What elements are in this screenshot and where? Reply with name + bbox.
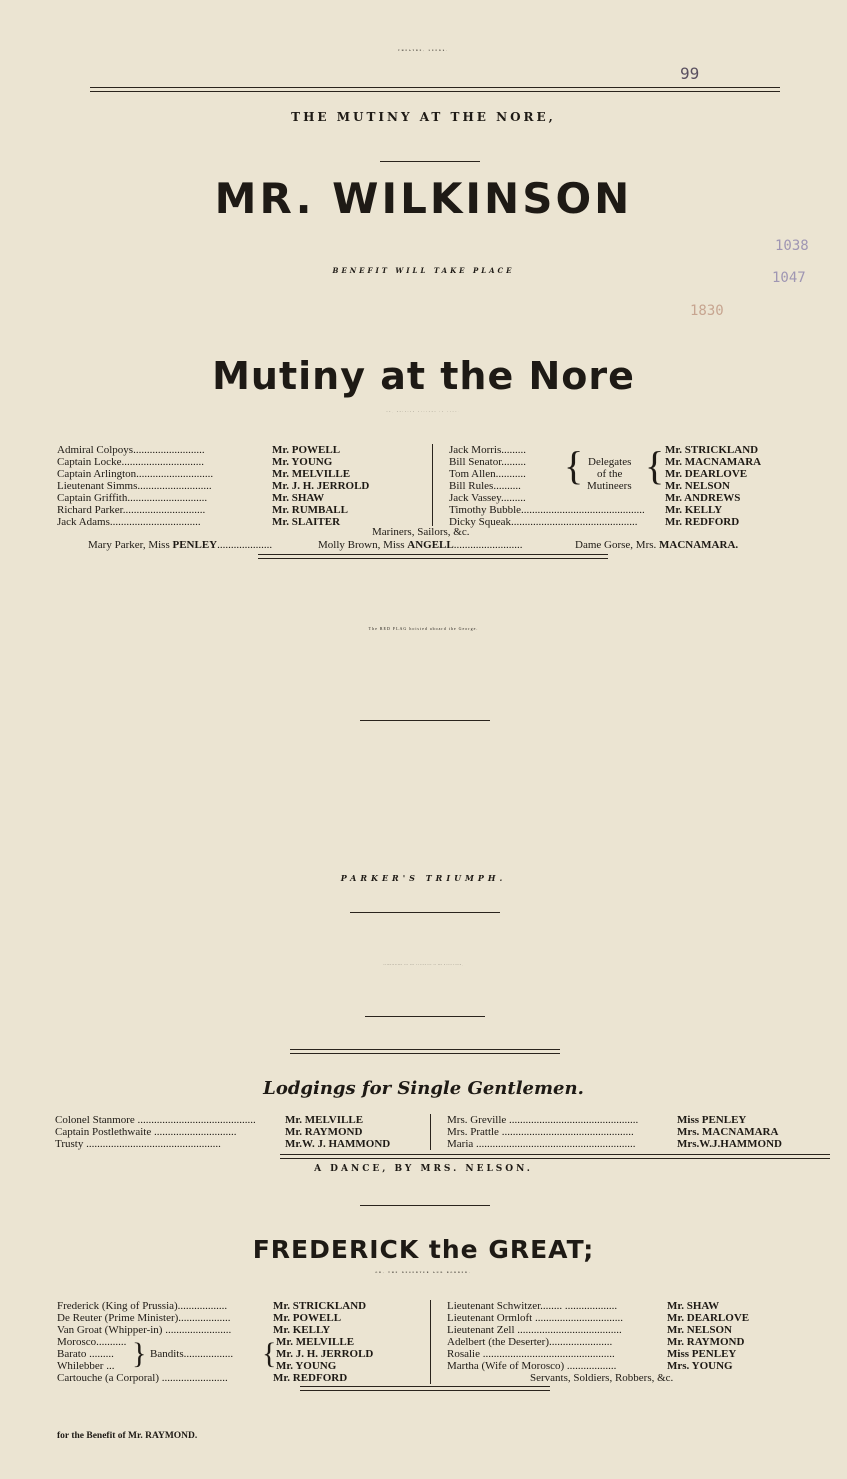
actor: Mr. SHAW [667, 1300, 720, 1312]
divider [300, 1386, 550, 1391]
actor: PENLEY [172, 539, 218, 551]
actor: ANGELL [407, 539, 454, 551]
role: Richard Parker [57, 504, 123, 516]
column-divider [432, 444, 433, 526]
role: Admiral Colpoys [57, 444, 134, 456]
actor: Mrs.W.J.HAMMOND [677, 1138, 782, 1150]
role: Jack Adams [57, 516, 110, 528]
divider [290, 1049, 560, 1054]
divider [360, 1205, 490, 1206]
handwritten-year: 1830 [690, 303, 724, 319]
role: Frederick (King of Prussia) [57, 1300, 178, 1312]
beneficiary-name: MR. WILKINSON [214, 174, 633, 223]
role: Captain Griffith [57, 492, 128, 504]
bandits-label: Bandits [150, 1348, 184, 1360]
monday-line-4: for the Benefit of Mr. RAYMOND. [57, 1431, 198, 1441]
actor: MACNAMARA. [659, 539, 739, 551]
role: Morosco [57, 1336, 97, 1348]
role: Mrs. Prattle [447, 1126, 499, 1138]
divider [280, 1154, 830, 1159]
brace-icon: } [132, 1337, 147, 1370]
divider [380, 161, 480, 162]
role: Timothy Bubble [449, 504, 522, 516]
actor: Miss PENLEY [667, 1348, 737, 1360]
role: Mrs. Greville [447, 1114, 507, 1126]
actor: Mr. NELSON [665, 480, 730, 492]
role: Molly Brown, Miss [318, 539, 405, 551]
actor: Mrs. MACNAMARA [677, 1126, 779, 1138]
role: Bill Senator [449, 456, 502, 468]
actor: Mr. SHAW [272, 492, 325, 504]
column-divider [430, 1114, 431, 1150]
actor: Mr. J. H. JERROLD [276, 1348, 374, 1360]
role: Captain Locke [57, 456, 122, 468]
lodgings-title: Lodgings for Single Gentlemen. [263, 1078, 584, 1099]
role: Lieutenant Schwitzer [447, 1300, 541, 1312]
header-rule [90, 87, 780, 92]
role: Dicky Squeak [449, 516, 512, 528]
role: Cartouche (a Corporal) [57, 1372, 160, 1384]
actor: Mr. POWELL [272, 444, 341, 456]
actor: Mr. REDFORD [273, 1372, 348, 1384]
actor: Mr. MELVILLE [276, 1336, 355, 1348]
actor: Mr. J. H. JERROLD [272, 480, 370, 492]
delegates-label: Mutineers [587, 480, 632, 492]
actor: Mr. DEARLOVE [667, 1312, 750, 1324]
deserter-subtitle: OR, THE DESERTER AND ROBBER. [375, 1272, 472, 1274]
actor: Mr. STRICKLAND [665, 444, 759, 456]
role: Lieutenant Zell [447, 1324, 515, 1336]
role: Captain Arlington [57, 468, 137, 480]
handwritten-annotation-1038: 1038 [775, 238, 809, 254]
role: Bill Rules [449, 480, 494, 492]
actor: Mr. KELLY [665, 504, 723, 516]
playbill: THEATRE, LEEDS. 99 THE MUTINY AT THE NORE, MR. WILKINSON BENEFIT WILL TAKE PLACE 1038 1047 1830 Mutiny at the Nore OR, BRITISH SAILORS IN 1797. Admiral Colpoys.......................... Mr. POWELL Captain Locke.............................. Mr. YOUNG Captain Arlington............................ Mr. MELVILLE Lieutenant Simms........................... Mr. J. H. JERROLD Captain Griffith............................. Mr. SHAW Richard Parker.............................. Mr. RUMBALL Jack Adams................................. Mr. SLAITER Jack Morris......... Bill Senator......... Tom Allen........... Bill Rules.......... Jack Vassey......... { Delegates of the Mutineers { Mr. STRICKLAND Mr. MACNAMARA Mr. DEARLOVE Mr. NELSON Mr. ANDREWS Timothy Bubble............................................. Mr. KELLY Dicky Squeak.............................................. Mr. REDFORD Mariners, Sailors, &c. Mary Parker, Miss PENLEY.................... Molly Brown, Miss ANGELL......................... Dame Gorse, Mrs. MACNAMARA. The RED FLAG hoisted aboard the George. PARKER'S TRIUMPH. Preparations for the EXECUTION of the RINGLEADER, Lodgings for Single Gentlemen. Colonel Stanmore ........................................... Mr. MELVILLE Captain Postlethwaite .............................. Mr. RAYMOND Trusty ................................................. Mr.W. J. HAMMOND Mrs. Greville ............................................... Miss PENLEY Mrs. Prattle ................................................ Mrs. MACNAMARA Maria .......................................................... Mrs.W.J.HAMMOND A DANCE, BY MRS. NELSON. FREDERICK the GREAT; OR, THE DESERTER AND ROBBER. Frederick (King of Prussia).................. Mr. STRICKLAND De Reuter (Prime Minister)................... Mr. POWELL Van Groat (Whipper-in) ........................ Mr. KELLY Morosco........... Barato ......... Whilebber ... } Bandits.................. { Mr. MELVILLE Mr. J. H. JERROLD Mr. YOUNG Cartouche (a Corporal) ........................ Mr. REDFORD Lieutenant Schwitzer........ ................... Mr. SHAW Lieutenant Ormloft ................................ Mr. DEARLOVE Lieutenant Zell ...................................... Mr. NELSON Adelbert (the Deserter)....................... Mr. RAYMOND Rosalie ................................................ Miss PENLEY Martha (Wife of Morosco) .................. Mrs. YOUNG Servants, Soldiers, Robbers, &c. for the Benefit of Mr. RAYMOND. [0, 0, 847, 1479]
delegates-label: of the [597, 468, 623, 480]
actor: Mr. RAYMOND [667, 1336, 745, 1348]
actor: Mr. NELSON [667, 1324, 732, 1336]
divider [258, 554, 608, 559]
actor: Mr. SLAITER [272, 516, 341, 528]
handwritten-annotation-top: 99 [680, 64, 700, 83]
role: Dame Gorse, Mrs. [575, 539, 657, 551]
actor: Mr. MELVILLE [285, 1114, 364, 1126]
servants-line: Servants, Soldiers, Robbers, &c. [530, 1372, 674, 1384]
divider [360, 720, 490, 721]
actor: Mr. YOUNG [272, 456, 333, 468]
execution-line: Preparations for the EXECUTION of the RINGLEADER, [383, 965, 464, 966]
actor: Mr. REDFORD [665, 516, 740, 528]
mariners-line: Mariners, Sailors, &c. [372, 526, 470, 538]
delegates-label: Delegates [588, 456, 632, 468]
dance-line: A DANCE, BY MRS. NELSON. [314, 1164, 533, 1174]
divider [350, 912, 500, 913]
actor: Miss PENLEY [677, 1114, 747, 1126]
red-flag-line: The RED FLAG hoisted aboard the George. [368, 626, 479, 631]
actor: Mr.W. J. HAMMOND [285, 1138, 391, 1150]
subtitle: OR, BRITISH SAILORS IN 1797. [386, 412, 461, 413]
benefit-line: BENEFIT WILL TAKE PLACE [332, 266, 515, 275]
frederick-title: FREDERICK the GREAT; [252, 1235, 595, 1264]
drama-title: THE MUTINY AT THE NORE, [291, 110, 556, 124]
role: Tom Allen [449, 468, 496, 480]
actor: Mr. YOUNG [276, 1360, 337, 1372]
divider [365, 1016, 485, 1017]
theatre-name: THEATRE, LEEDS. [398, 50, 449, 52]
role: Whilebber [57, 1360, 104, 1372]
role: Adelbert (the Deserter) [447, 1336, 550, 1348]
actor: Mr. RAYMOND [285, 1126, 363, 1138]
column-divider [430, 1300, 431, 1384]
role: De Reuter (Prime Minister) [57, 1312, 179, 1324]
actor: Mr. MELVILLE [272, 468, 351, 480]
parkers-triumph: PARKER'S TRIUMPH. [340, 873, 507, 883]
role: Mary Parker, Miss [88, 539, 170, 551]
handwritten-annotation-1047: 1047 [772, 270, 806, 286]
role: Rosalie [447, 1348, 480, 1360]
role: Martha (Wife of Morosco) [447, 1360, 565, 1372]
actor: Mr. KELLY [273, 1324, 331, 1336]
role: Colonel Stanmore [55, 1114, 135, 1126]
brace-icon: { [645, 443, 665, 488]
role: Jack Morris [449, 444, 502, 456]
brace-icon: { [564, 443, 584, 488]
main-title: Mutiny at the Nore [212, 354, 635, 398]
role: Lieutenant Ormloft [447, 1312, 533, 1324]
actor: Mr. ANDREWS [665, 492, 741, 504]
role: Captain Postlethwaite [55, 1126, 152, 1138]
brace-icon: { [262, 1337, 277, 1370]
role: Lieutenant Simms [57, 480, 138, 492]
role: Van Groat (Whipper-in) [57, 1324, 163, 1336]
actor: Mr. RUMBALL [272, 504, 348, 516]
actor: Mr. MACNAMARA [665, 456, 762, 468]
actor: Mrs. YOUNG [667, 1360, 733, 1372]
actor: Mr. POWELL [273, 1312, 342, 1324]
role: Maria [447, 1138, 474, 1150]
actor: Mr. STRICKLAND [273, 1300, 367, 1312]
role: Jack Vassey [449, 492, 501, 504]
role: Barato [57, 1348, 87, 1360]
role: Trusty [55, 1138, 84, 1150]
actor: Mr. DEARLOVE [665, 468, 748, 480]
